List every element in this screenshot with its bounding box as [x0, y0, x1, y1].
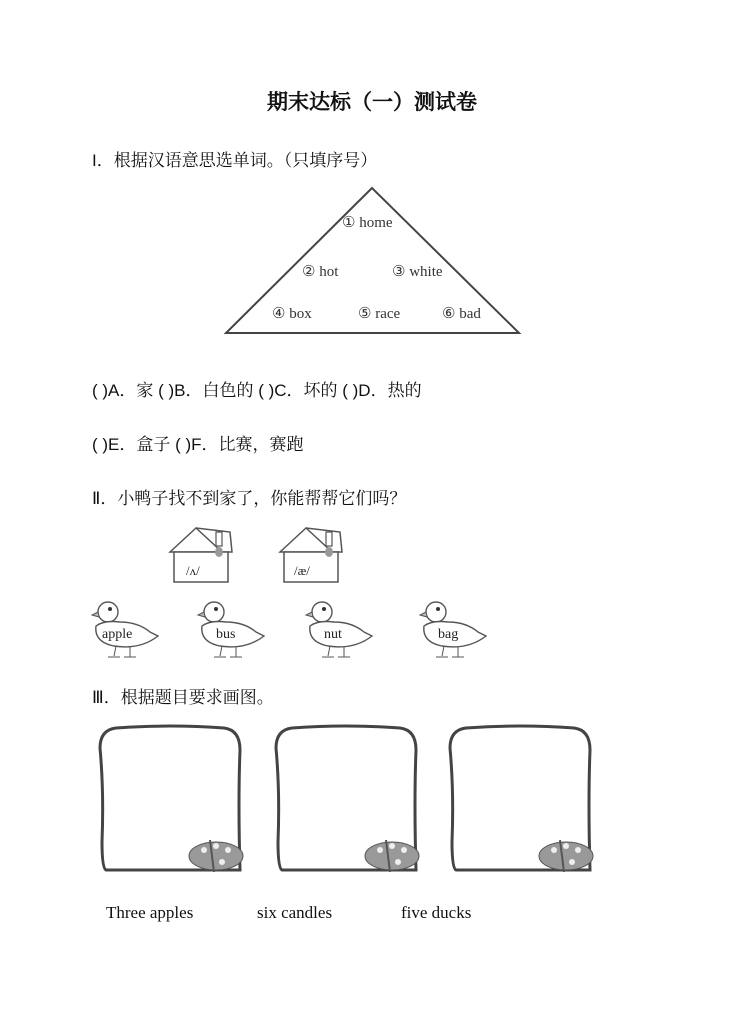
answer-line-2: ( )E．盒子 ( )F．比赛，赛跑: [92, 435, 304, 454]
page-title: 期末达标（一）测试卷: [267, 91, 477, 114]
duck-4: [418, 596, 498, 664]
option-2: ② hot: [302, 264, 339, 280]
duck-4-word: bag: [438, 627, 459, 642]
option-3: ③ white: [392, 264, 443, 280]
option-5: ⑤ race: [358, 306, 401, 322]
caption-2: six candles: [257, 903, 333, 922]
option-1: ① home: [342, 215, 393, 231]
word-triangle: [220, 183, 525, 338]
house-1-label: /ʌ/: [186, 563, 200, 578]
section-2-heading: Ⅱ．小鸭子找不到家了，你能帮帮它们吗？: [92, 489, 407, 508]
duck-3: [304, 596, 384, 664]
house-1: [162, 522, 237, 586]
option-4: ④ box: [272, 306, 312, 322]
house-2: [272, 522, 347, 586]
duck-2-word: bus: [216, 627, 236, 642]
caption-3: five ducks: [401, 903, 472, 922]
duck-1-word: apple: [102, 627, 133, 642]
answer-line-1: ( )A．家 ( )B．白色的 ( )C．坏的 ( )D．热的: [92, 381, 422, 400]
drawing-frame-3: [444, 722, 596, 874]
drawing-frame-2: [270, 722, 422, 874]
drawing-frame-1: [94, 722, 246, 874]
duck-1: [90, 596, 170, 664]
section-1-heading: I．根据汉语意思选单词。（只填序号）: [92, 151, 378, 170]
caption-1: Three apples: [106, 903, 194, 922]
option-6: ⑥ bad: [442, 306, 481, 322]
section-3-heading: Ⅲ．根据题目要求画图。: [92, 688, 274, 707]
duck-3-word: nut: [324, 627, 342, 642]
duck-2: [196, 596, 276, 664]
house-2-label: /æ/: [294, 563, 310, 578]
